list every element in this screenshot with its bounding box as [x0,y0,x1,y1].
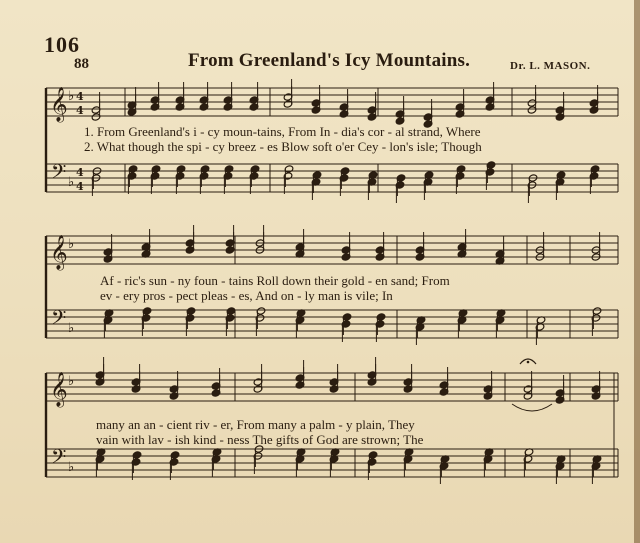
time-signature: 4 [76,90,84,103]
time-signature: 4 [76,166,84,179]
clef-symbol: 𝄞 [50,372,68,407]
hymn-meter: 88 [74,56,89,72]
lyric-verse1-system1: 1. From Greenland's i - cy moun-tains, From In - dia's cor - al strand, Where [84,124,481,139]
lyric-verse2-system2: ev - ery pros - pect pleas - es, And on - ly man is vile; In [100,288,393,303]
key-flat: ♭ [68,374,75,389]
key-flat: ♭ [68,175,75,190]
clef-symbol: 𝄢 [51,160,67,188]
slur [512,404,552,411]
key-flat: ♭ [68,460,75,475]
clef-symbol: 𝄢 [51,445,67,473]
page-binding-edge [634,0,640,543]
lyric-verse2-system3: vain with lav - ish kind - ness The gifts of God are strown; The [96,432,424,447]
lyric-verse1-system2: Af - ric's sun - ny foun - tains Roll down their gold - en sand; From [100,273,450,288]
lyric-verse2-system1: 2. What though the spi - cy breez - es Blow soft o'er Cey - lon's isle; Though [84,139,482,154]
clef-symbol: 𝄞 [50,235,68,270]
clef-symbol: 𝄞 [50,87,68,122]
composer-credit: Dr. L. MASON. [510,60,591,72]
lyric-verse1-system3: many an an - cient riv - er, From many a palm - y plain, They [96,417,415,432]
key-flat: ♭ [68,89,75,104]
clef-symbol: 𝄢 [51,306,67,334]
fermata-dot [527,361,530,364]
hymn-title: From Greenland's Icy Mountains. [188,50,471,71]
time-signature: 4 [76,104,84,117]
page-number: 106 [44,32,80,57]
time-signature: 4 [76,180,84,193]
key-flat: ♭ [68,237,75,252]
key-flat: ♭ [68,321,75,336]
